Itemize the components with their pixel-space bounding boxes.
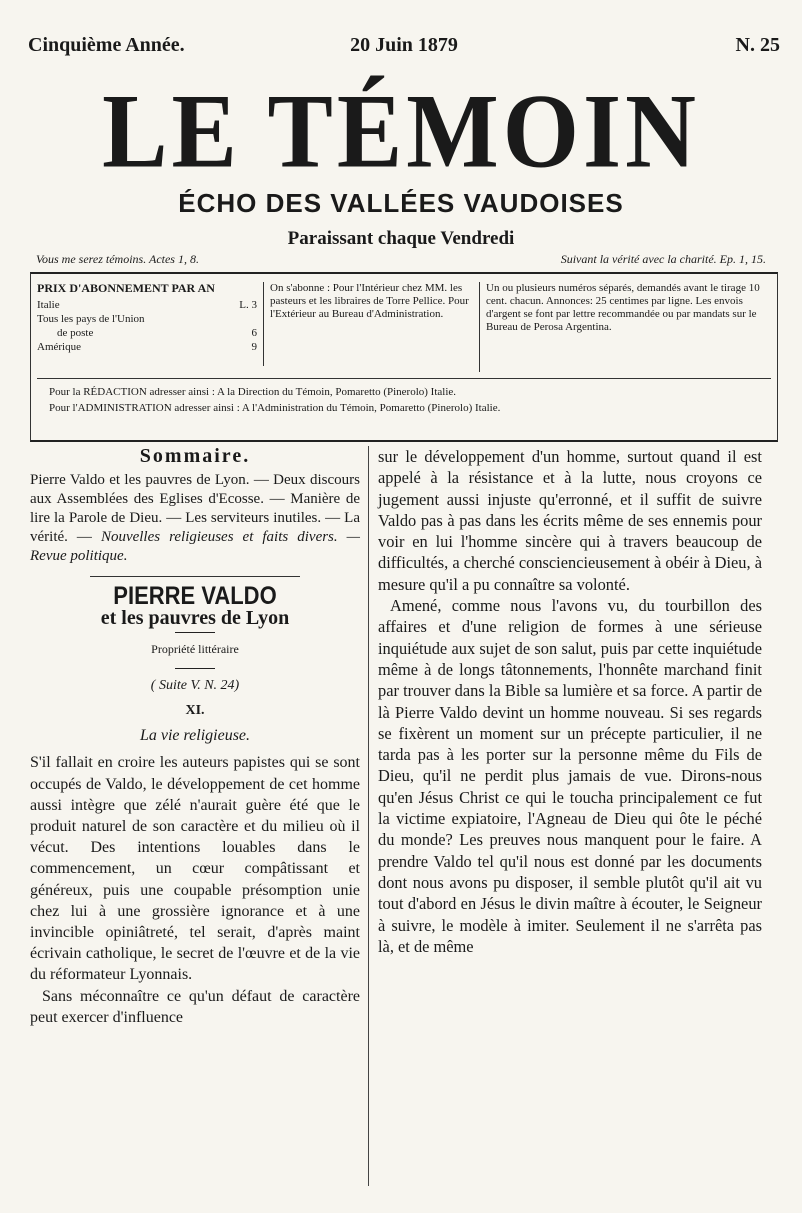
price-row: Amérique 9	[37, 341, 257, 353]
notices-column: Un ou plusieurs numéros séparés, demandés avant le tirage 10 cent. chacun. Annonces: 25 centimes par ligne. Les envois d'argent se font par lettre recommandée ou par mandats sur le Bureau de Perosa Argentina.	[479, 282, 776, 372]
redaction-address: Pour la RÉDACTION adresser ainsi : A la Direction du Témoin, Pomaretto (Pinerolo) Italie.	[49, 386, 457, 398]
box-divider	[37, 378, 771, 379]
article-paragraph: Amené, comme nous l'avons vu, du tourbillon des affaires et d'une religion de formes à une sérieuse inquiétude aux sujet de son salut, puis par cette inquiétude même à de longs tâtonnements, l'honnête marchand finit par trouver dans la Bible sa lumière et sa force. A partir de là Pierre Valdo devint un homme nouveau. Si ses regards se fixèrent un moment sur un précepte particulier, il ne tarda pas à les porter sur la personne même du Fils de Dieu, qu'il ne perdit plus jamais de vue. Dirons-nous qu'en Jésus Christ ce qui le toucha principalement ce fut la victime expiatoire, l'Agneau de Dieu qui ôte le péché du monde? Les preuves nous manquent pour le faire. A prendre Valdo tel qu'il nous est donné par les documents dont nous avons pu disposer, il semble plutôt qu'il ait vu tout d'abord en Jésus le divin maître à écouter, le Seigneur à suivre, le modèle à imiter. Seulement il ne s'arrêta pas là, et de même	[378, 596, 762, 956]
admin-address: Pour l'ADMINISTRATION adresser ainsi : A l'Administration du Témoin, Pomaretto (Pinerolo) Italie.	[49, 402, 501, 414]
suite-note: ( Suite V. N. 24)	[150, 677, 240, 693]
price-row: Italie L. 3	[37, 299, 257, 311]
article-title: PIERRE VALDO	[113, 581, 277, 611]
issue-line	[28, 34, 780, 58]
article-subtitle: et les pauvres de Lyon	[100, 607, 290, 630]
masthead-subtitle: ÉCHO DES VALLÉES VAUDOISES	[178, 188, 624, 218]
article-paragraph: sur le développement d'un homme, surtout quand il est appelé à la résistance et à la lutte, nous croyons ce jugement aussi injuste qu'erronné, et il suffit de suivre Valdo pas à pas dans les écrits même de ses ennemis pour voir en lui l'homme sincère qui à travers beaucoup de difficultés, a cherché consciencieusement à obéir à Dieu, à mesure qu'il a pu connaître sa volonté.	[378, 447, 762, 594]
price-row: Tous les pays de l'Union	[37, 313, 145, 325]
title-rule	[175, 632, 215, 633]
article-paragraph: S'il fallait en croire les auteurs papistes qui se sont occupés de Valdo, le développement de cet homme aussi intègre que zélé n'aurait guère été que le produit naturel de son caractère et du milieu où il vécut. Des intentions louables dans le commencement, un cœur compâtissant et généreux, puis une coupable présomption unie chez lui à une grossière ignorance et à une invincible opiniâtreté, tel serait, d'après maint écrivain catholique, le secret de l'œuvre et de la vie du réformateur Lyonnais.	[30, 754, 360, 984]
year-label: Cinquième Année.	[28, 34, 185, 56]
price-heading: PRIX D'ABONNEMENT PAR AN	[37, 281, 215, 295]
motto-line	[36, 252, 766, 270]
price-row: de poste 6	[57, 327, 257, 339]
subscription-box	[30, 272, 778, 442]
sommaire-title: Sommaire.	[139, 445, 251, 467]
column-divider	[368, 446, 369, 1186]
issue-date: 20 Juin 1879	[350, 34, 458, 56]
chapter-number: XI.	[185, 703, 205, 719]
subscribe-column: On s'abonne : Pour l'Intérieur chez MM. les pasteurs et les libraires de Torre Pellice. Pour l'Extérieur au Bureau d'Administration.	[263, 282, 480, 366]
title-rule	[175, 668, 215, 669]
article-paragraph: Sans méconnaître ce qu'un défaut de caractère peut exercer d'influence	[30, 987, 360, 1026]
masthead-title: LE TÉMOIN	[102, 73, 700, 191]
price-column	[37, 282, 257, 355]
right-column	[378, 446, 762, 957]
left-column	[30, 446, 360, 1028]
section-rule	[90, 576, 300, 577]
motto-left: Vous me serez témoins. Actes 1, 8.	[36, 252, 199, 266]
rights-notice: Propriété littéraire	[151, 641, 239, 656]
masthead-tagline: Paraissant chaque Vendredi	[287, 228, 515, 249]
sommaire-text: Pierre Valdo et les pauvres de Lyon. — Deux discours aux Assemblées des Eglises d'Ecosse. — Manière de lire la Parole de Dieu. — Les serviteurs inutiles. — La vérité. — Nouvelles religieuses et faits divers. — Revue politique.	[30, 472, 360, 565]
motto-right: Suivant la vérité avec la charité. Ep. 1, 15.	[560, 252, 766, 266]
section-heading: La vie religieuse.	[139, 727, 251, 745]
issue-number: N. 25	[735, 34, 780, 56]
